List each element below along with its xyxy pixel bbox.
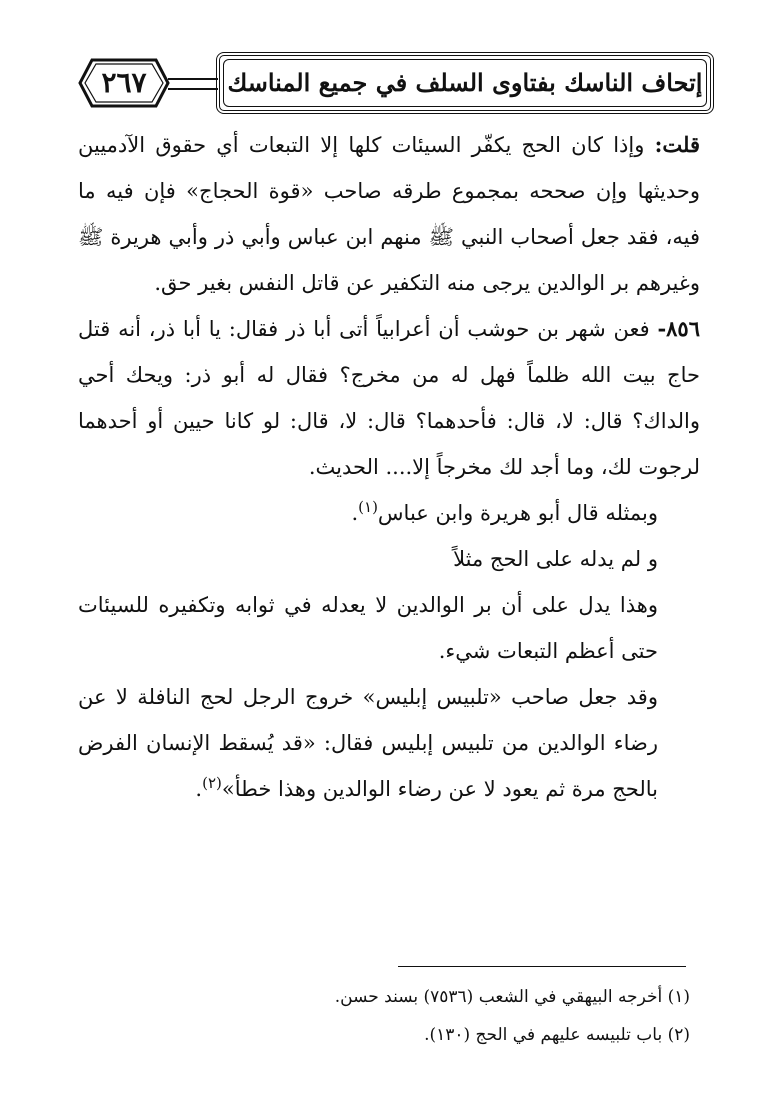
page-header	[78, 52, 718, 120]
footnote-ref: (٢)	[202, 774, 222, 792]
paragraph-3	[78, 490, 700, 536]
paragraph-text: وبمثله قال أبو هريرة وابن عباس	[377, 501, 658, 525]
punctuation: .	[195, 777, 203, 801]
page-number-box	[78, 58, 170, 108]
footnotes	[78, 978, 700, 1054]
footnote-2: (٢) باب تلبيسه عليهم في الحج (١٣٠).	[424, 1025, 690, 1045]
page-number: ٢٦٧	[101, 66, 147, 99]
paragraph-1	[78, 122, 700, 306]
paragraph-4	[78, 536, 700, 582]
paragraph-text: فعن شهر بن حوشب أن أعرابياً أتى أبا ذر فقال: يا أبا ذر، أنه قتل حاج بيت الله ظلماً فهل له من مخرج؟ فقال له أبو ذر: ويحك أحي والداك؟ قال: لا، قال: فأحدهما؟ قال: لا، قال: لو كانا حيين أو أحدهما لرجوت لك، وما أجد لك مخرجاً إلا.... الحديث.	[78, 317, 700, 479]
punctuation: .	[351, 501, 359, 525]
paragraph-text: وهذا يدل على أن بر الوالدين لا يعدله في ثوابه وتكفيره للسيئات حتى أعظم التبعات شيء.	[78, 593, 658, 663]
hadith-number: ٨٥٦-	[657, 316, 700, 341]
paragraph-5	[78, 582, 700, 674]
footnote-1: (١) أخرجه البيهقي في الشعب (٧٥٣٦) بسند حسن.	[334, 987, 690, 1007]
title-box	[216, 52, 714, 114]
footnote-ref: (١)	[358, 498, 378, 516]
footnote-separator	[398, 966, 686, 967]
header-connector	[168, 78, 218, 90]
paragraph-text: وإذا كان الحج يكفّر السيئات كلها إلا التبعات أي حقوق الآدميين وحديثها وإن صححه بمجموع طرقه صاحب «قوة الحجاج» فإن فيه ما فيه، فقد جعل أصحاب النبي ﷺ منهم ابن عباس وأبي ذر وأبي هريرة ﷺ وغيرهم بر الوالدين يرجى منه التكفير عن قاتل النفس بغير حق.	[78, 133, 700, 295]
paragraph-lead: قلت:	[654, 132, 700, 157]
main-text	[78, 122, 700, 812]
paragraph-text: و لم يدله على الحج مثلاً	[453, 547, 658, 571]
paragraph-text: وقد جعل صاحب «تلبيس إبليس» خروج الرجل لحج النافلة لا عن رضاء الوالدين من تلبيس إبليس فقال: «قد يُسقط الإنسان الفرض بالحج مرة ثم يعود لا عن رضاء الوالدين وهذا خطأ»	[78, 685, 658, 801]
paragraph-2	[78, 306, 700, 490]
paragraph-6	[78, 674, 700, 812]
running-title: إتحاف الناسك بفتاوى السلف في جميع المناسك	[227, 68, 703, 97]
